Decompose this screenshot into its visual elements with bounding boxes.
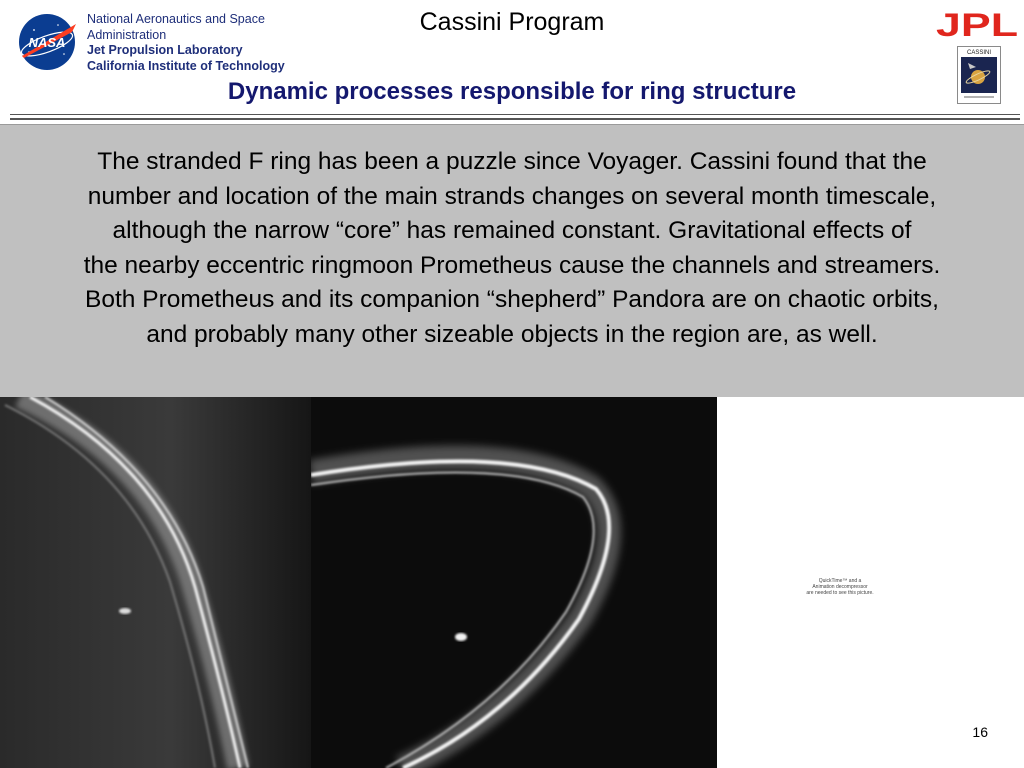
page-number: 16 [972, 724, 988, 740]
text-panel [0, 124, 1024, 397]
jpl-logo [934, 9, 1020, 41]
header-divider-thick [10, 118, 1020, 120]
program-title: Cassini Program [419, 8, 605, 36]
header-divider [10, 114, 1020, 115]
institute-name: California Institute of Technology [87, 58, 285, 73]
slide-subtitle: Dynamic processes responsible for ring structure [227, 78, 797, 105]
lab-name: Jet Propulsion Laboratory [87, 43, 243, 57]
agency-name-line1: National Aeronautics and Space [87, 12, 265, 26]
f-ring-image-right [311, 397, 717, 768]
body-text: The stranded F ring has been a puzzle since Voyager. Cassini found that the number and location of the main strands changes on several month timescale, although the narrow “core” has remained constant. Gravitational effects of the nearby eccentric ringmoon Prometheus cause the channels and streamers. Both Prometheus and its companion “shepherd” Pandora are on chaotic orbits, and probably many other sizeable objects in the region are, as well. [83, 148, 941, 348]
agency-name-line2: Administration [87, 27, 167, 42]
svg-text:CASSINI: CASSINI [966, 50, 992, 56]
svg-text:JPL: JPL [936, 9, 1018, 41]
svg-text:NASA: NASA [28, 35, 66, 50]
f-ring-image-left [0, 397, 311, 768]
quicktime-placeholder-text: QuickTime™ and a Animation decompressor are needed to see this picture. [806, 578, 874, 596]
